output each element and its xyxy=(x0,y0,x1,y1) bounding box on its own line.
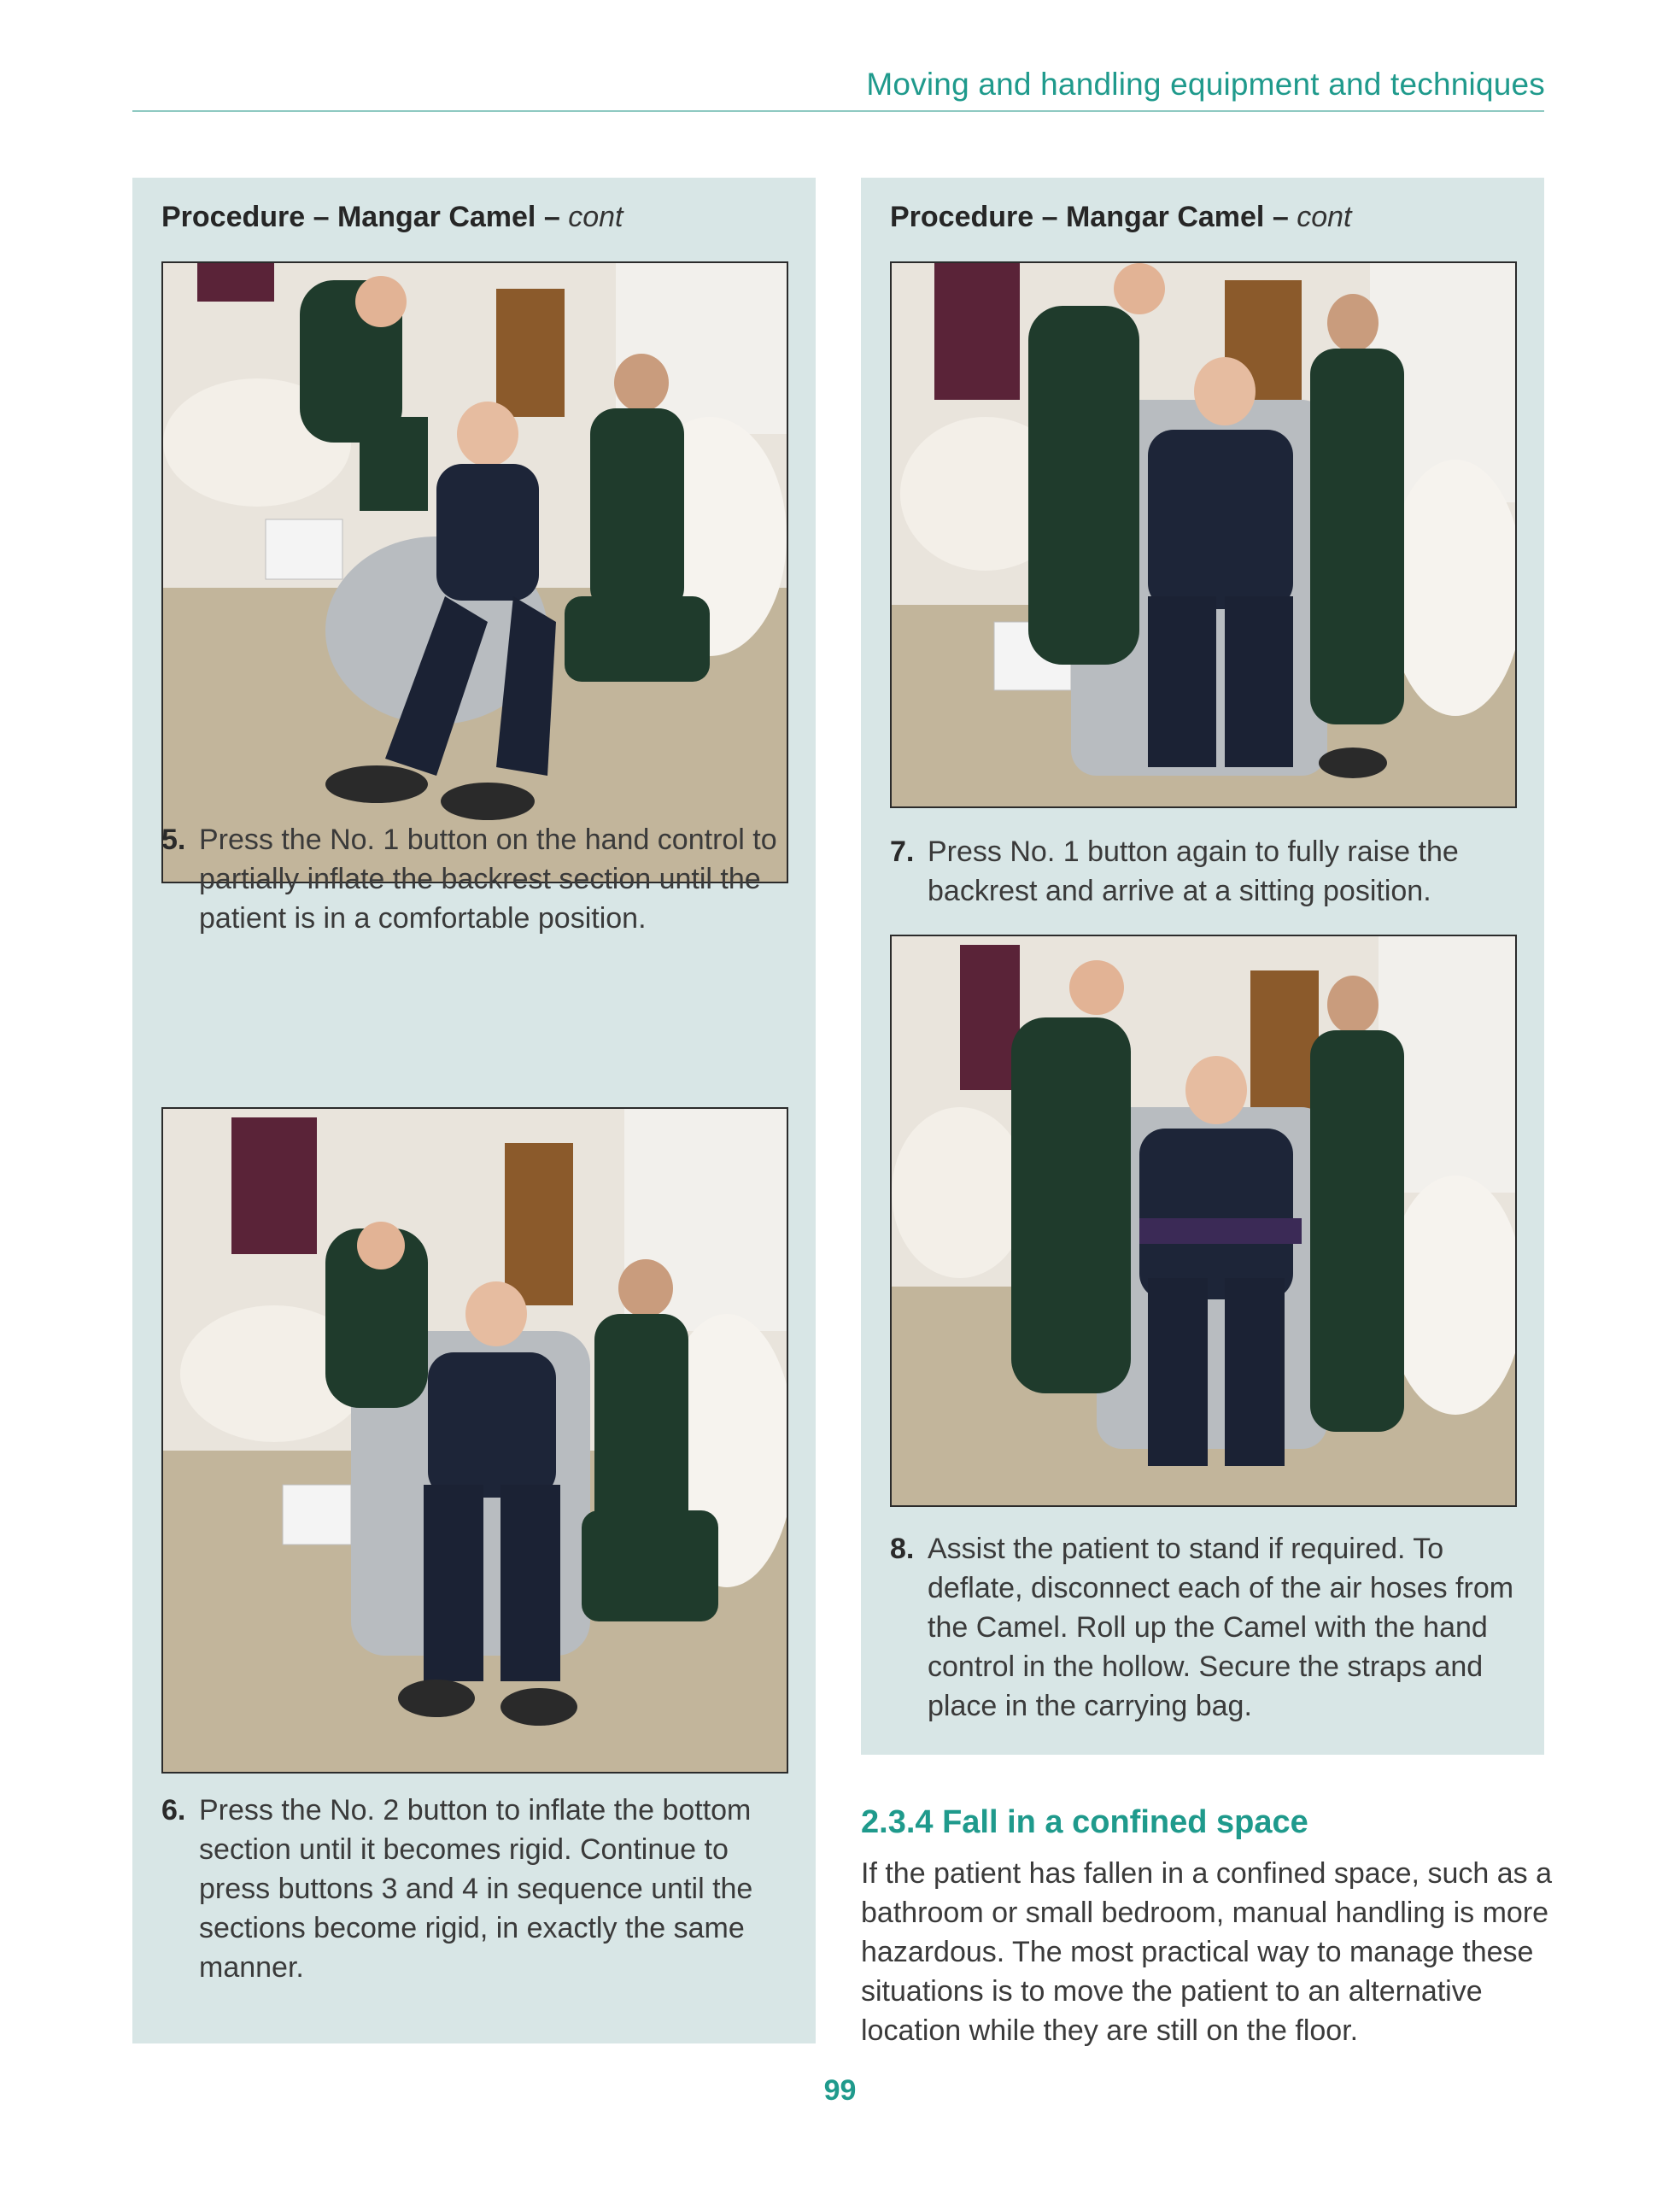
step-7 xyxy=(890,832,1522,911)
procedure-panel-right xyxy=(861,178,1544,1755)
header-rule xyxy=(132,110,1544,112)
step-number: 6. xyxy=(161,1794,186,1826)
procedure-title-right xyxy=(890,201,1351,234)
step-text: Press the No. 2 button to inflate the bottom section until it becomes rigid. Continue to press buttons 3 and 4 in sequence until the sections become rigid, in exactly the same manner. xyxy=(199,1794,753,1984)
step-number: 5. xyxy=(161,824,186,856)
procedure-photo-step6 xyxy=(161,1107,788,1774)
procedure-title-left xyxy=(161,201,623,234)
step-text: Press the No. 1 button on the hand control to partially inflate the backrest section until the patient is in a comfortable position. xyxy=(199,824,777,935)
procedure-photo-step8 xyxy=(890,935,1517,1507)
step-8 xyxy=(890,1529,1522,1726)
step-number: 8. xyxy=(890,1533,915,1565)
procedure-title-main: Procedure – Mangar Camel – xyxy=(890,201,1289,233)
procedure-title-cont: cont xyxy=(568,201,623,233)
procedure-photo-step5 xyxy=(161,261,788,883)
section-heading: 2.3.4 Fall in a confined space xyxy=(861,1804,1308,1840)
procedure-title-cont: cont xyxy=(1297,201,1352,233)
procedure-photo-step7 xyxy=(890,261,1517,808)
procedure-panel-left xyxy=(132,178,816,2043)
section-body: If the patient has fallen in a confined space, such as a bathroom or small bedroom, manual handling is more hazardous. The most practical way to manage these situations is to move the patient to an alternative location while they are still on the floor. xyxy=(861,1857,1552,2047)
step-6 xyxy=(161,1791,793,1987)
procedure-title-main: Procedure – Mangar Camel – xyxy=(161,201,560,233)
running-header: Moving and handling equipment and techniques xyxy=(866,67,1545,102)
step-number: 7. xyxy=(890,836,915,868)
step-5 xyxy=(161,820,793,938)
step-text: Press No. 1 button again to fully raise the backrest and arrive at a sitting position. xyxy=(928,836,1459,907)
step-text: Assist the patient to stand if required. To deflate, disconnect each of the air hoses from the Camel. Roll up the Camel with the hand control in the hollow. Secure the straps and place in the carrying bag. xyxy=(928,1533,1514,1722)
page-number: 99 xyxy=(823,2074,857,2107)
